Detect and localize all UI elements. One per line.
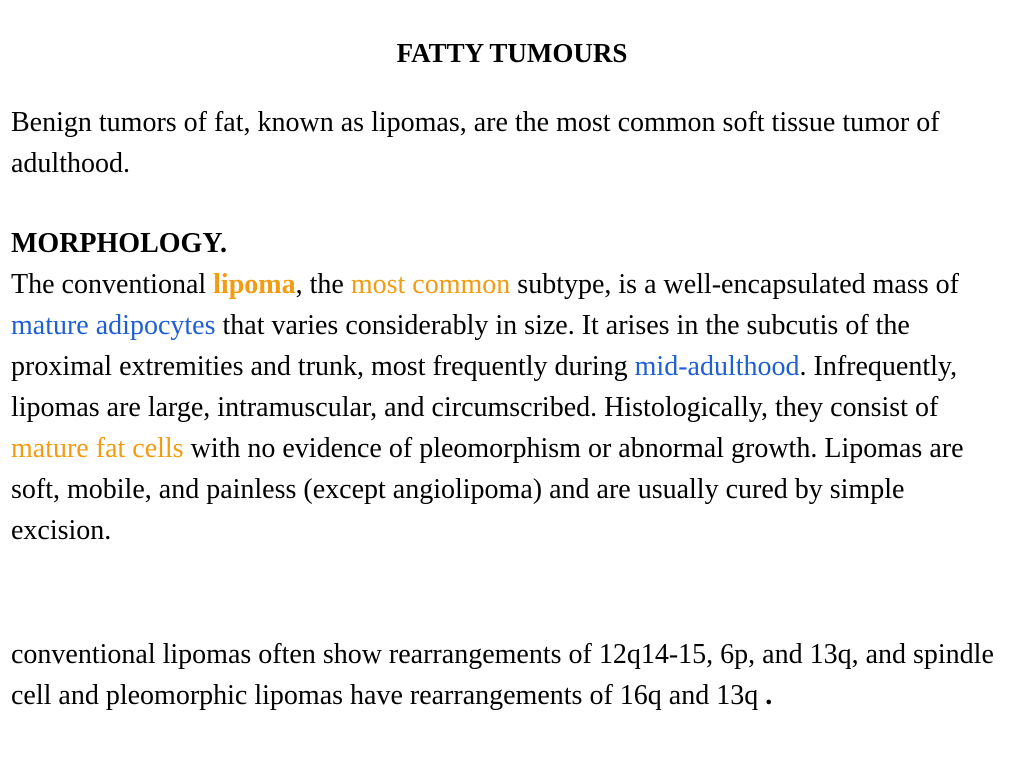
morph-text-4: that varies considerably in size. It arises in the subcutis of the proximal extremities and trunk, most frequently during [11,310,910,382]
morph-text-6: with no evidence of pleomorphism or abnormal growth. Lipomas are soft, mobile, and painless (except angiolipoma) and are usually cured by simple excision. [11,433,964,546]
morph-text-1: The conventional [11,269,214,300]
highlight-lipoma: lipoma [213,269,296,300]
morph-text-5: . Infrequently, lipomas are large, intramuscular, and circumscribed. Histologically, they consist of [11,351,958,423]
highlight-mature-adipocytes: mature adipocytes [11,310,216,341]
morphology-heading: MORPHOLOGY. [11,228,227,259]
slide-title: FATTY TUMOURS [396,38,628,68]
intro-paragraph: Benign tumors of fat, known as lipomas, are the most common soft tissue tumor of adulthood. [11,107,940,179]
genetics-period: . [765,680,773,711]
morph-text-3: subtype, is a well-encapsulated mass of [510,269,959,300]
highlight-most-common: most common [350,269,511,300]
genetics-paragraph [11,634,1011,716]
genetics-text: conventional lipomas often show rearrangements of 12q14-15, 6p, and 13q, and spindle cell and pleomorphic lipomas have rearrangements of 16q and 13q [11,639,994,711]
highlight-mid-adulthood: mid-adulthood [634,351,800,382]
morph-text-2: , the [295,269,351,300]
morphology-paragraph [11,264,1011,551]
highlight-mature-fat-cells: mature fat cells [11,433,184,464]
